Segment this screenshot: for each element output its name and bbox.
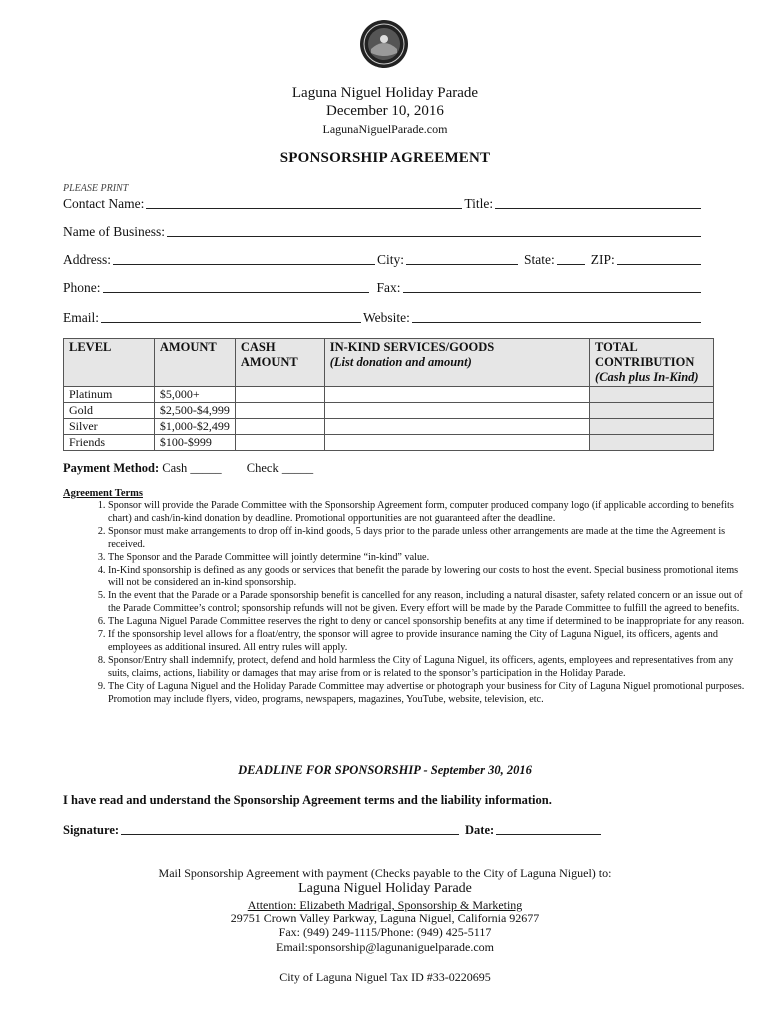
mail-email: Email:sponsorship@lagunaniguelparade.com bbox=[276, 940, 494, 954]
agreement-terms-list bbox=[63, 500, 753, 707]
cash-amount-input[interactable] bbox=[235, 435, 324, 451]
payment-method bbox=[63, 461, 313, 476]
state-field[interactable] bbox=[557, 252, 585, 265]
address-field[interactable] bbox=[113, 252, 375, 265]
list-item: 1. Sponsor will provide the Parade Committee with the Sponsorship Agreement form, computer produced company logo (if applicable according to benefits chart) and cash/in-kind donation by deadline. Promotional opportunities are not guaranteed after the deadline. bbox=[108, 500, 753, 526]
zip-field[interactable] bbox=[617, 252, 701, 265]
mail-address: 29751 Crown Valley Parkway, Laguna Niguel, California 92677 bbox=[230, 911, 540, 925]
business-field[interactable] bbox=[167, 224, 701, 237]
amount-cell: $5,000+ bbox=[154, 387, 235, 403]
col-amount: AMOUNT bbox=[154, 339, 235, 387]
address-label: Address: bbox=[63, 252, 111, 267]
col-total-title: TOTAL CONTRIBUTION bbox=[595, 340, 695, 369]
col-cash-amount: CASH AMOUNT bbox=[235, 339, 324, 387]
signature-field[interactable] bbox=[121, 822, 459, 835]
mail-organization: Laguna Niguel Holiday Parade bbox=[298, 881, 472, 896]
business-label: Name of Business: bbox=[63, 224, 165, 239]
total-input[interactable] bbox=[590, 435, 714, 451]
email-row bbox=[63, 308, 703, 326]
phone-field[interactable] bbox=[103, 280, 369, 293]
total-input[interactable] bbox=[590, 403, 714, 419]
contact-row bbox=[63, 194, 703, 212]
table-header-row bbox=[64, 339, 714, 387]
email-field[interactable] bbox=[101, 310, 361, 323]
level-cell: Gold bbox=[64, 403, 155, 419]
total-input[interactable] bbox=[590, 419, 714, 435]
acknowledgement-text: I have read and understand the Sponsorship Agreement terms and the liability information. bbox=[63, 793, 552, 807]
agreement-terms-heading: Agreement Terms bbox=[63, 488, 143, 499]
col-inkind-title: IN-KIND SERVICES/GOODS bbox=[329, 340, 495, 354]
contact-name-label: Contact Name: bbox=[63, 196, 145, 211]
list-item: 4. In-Kind sponsorship is defined as any goods or services that benefit the parade by lowering our costs to host the event. Special business promotional items will not be considered an in-kind sponsorship. bbox=[108, 565, 753, 591]
cash-amount-input[interactable] bbox=[235, 387, 324, 403]
list-item: 8. Sponsor/Entry shall indemnify, protect, defend and hold harmless the City of Laguna Niguel, its officers, agents, employees and representatives from any suits, claims, actions, liability or damages that may arise from or is related to the sponsor’s participation in the Holiday Parade. bbox=[108, 655, 753, 681]
website-field[interactable] bbox=[412, 310, 701, 323]
col-inkind-sub: (List donation and amount) bbox=[329, 355, 472, 369]
table-row bbox=[64, 387, 714, 403]
city-seal-logo bbox=[359, 19, 409, 69]
level-cell: Friends bbox=[64, 435, 155, 451]
contact-name-field[interactable] bbox=[146, 196, 462, 209]
inkind-input[interactable] bbox=[324, 387, 589, 403]
signature-row bbox=[63, 820, 603, 838]
list-item: 3. The Sponsor and the Parade Committee will jointly determine “in-kind” value. bbox=[108, 552, 753, 565]
mail-attention: Attention: Elizabeth Madrigal, Sponsorship & Marketing bbox=[247, 898, 523, 912]
event-title: Laguna Niguel Holiday Parade bbox=[291, 85, 479, 101]
event-website: LagunaNiguelParade.com bbox=[322, 122, 448, 136]
phone-row bbox=[63, 278, 703, 296]
fax-label: Fax: bbox=[376, 280, 401, 295]
zip-label: ZIP: bbox=[590, 252, 615, 267]
level-cell: Platinum bbox=[64, 387, 155, 403]
level-cell: Silver bbox=[64, 419, 155, 435]
amount-cell: $2,500-$4,999 bbox=[154, 403, 235, 419]
list-item: 5. In the event that the Parade or a Parade sponsorship benefit is cancelled for any reason, including a natural disaster, safety related concern or an issue out of the Parade Committee’s control; sponsorship refunds will not be given. Every effort will be made by the Parade Committee to fulfill the agreed to benefits. bbox=[108, 590, 753, 616]
amount-cell: $1,000-$2,499 bbox=[154, 419, 235, 435]
website-label: Website: bbox=[363, 310, 410, 325]
inkind-input[interactable] bbox=[324, 419, 589, 435]
cash-amount-input[interactable] bbox=[235, 419, 324, 435]
list-item: 9. The City of Laguna Niguel and the Holiday Parade Committee may advertise or photograph your business for City of Laguna Niguel promotional purposes. Promotion may include flyers, video, programs, newspapers, magazines, YouTube, website, television, etc. bbox=[108, 681, 753, 707]
cash-amount-input[interactable] bbox=[235, 403, 324, 419]
title-field[interactable] bbox=[495, 196, 701, 209]
amount-cell: $100-$999 bbox=[154, 435, 235, 451]
table-row bbox=[64, 419, 714, 435]
title-label: Title: bbox=[464, 196, 494, 211]
signature-label: Signature: bbox=[63, 823, 120, 837]
payment-check-option[interactable]: Check _____ bbox=[246, 461, 314, 475]
date-label: Date: bbox=[465, 823, 495, 837]
col-total bbox=[590, 339, 714, 387]
city-label: City: bbox=[377, 252, 405, 267]
payment-method-label: Payment Method: bbox=[63, 461, 160, 475]
list-item: 2. Sponsor must make arrangements to drop off in-kind goods, 5 days prior to the parade unless other arrangements are made at the time the Agreement is received. bbox=[108, 526, 753, 552]
list-item: 6. The Laguna Niguel Parade Committee reserves the right to deny or cancel sponsorship benefits at any time if determined to be inappropriate for any reason. bbox=[108, 616, 753, 629]
payment-cash-option[interactable]: Cash _____ bbox=[162, 461, 222, 475]
table-row bbox=[64, 403, 714, 419]
fax-field[interactable] bbox=[403, 280, 701, 293]
col-inkind bbox=[324, 339, 589, 387]
col-total-sub: (Cash plus In-Kind) bbox=[595, 370, 699, 384]
sponsorship-levels-table bbox=[63, 338, 714, 451]
phone-label: Phone: bbox=[63, 280, 101, 295]
state-label: State: bbox=[524, 252, 555, 267]
deadline-notice: DEADLINE FOR SPONSORSHIP - September 30, 2016 bbox=[238, 763, 532, 777]
mail-phone: Fax: (949) 249-1115/Phone: (949) 425-5117 bbox=[278, 925, 492, 939]
col-level: LEVEL bbox=[64, 339, 155, 387]
inkind-input[interactable] bbox=[324, 403, 589, 419]
date-field[interactable] bbox=[496, 822, 601, 835]
list-item: 7. If the sponsorship level allows for a float/entry, the sponsor will agree to provide insurance naming the City of Laguna Niguel, its officers, agents and employees as additional insured. All entry rules will apply. bbox=[108, 629, 753, 655]
page-title: SPONSORSHIP AGREEMENT bbox=[279, 150, 491, 166]
address-row bbox=[63, 250, 703, 268]
table-row bbox=[64, 435, 714, 451]
email-label: Email: bbox=[63, 310, 99, 325]
tax-id: City of Laguna Niguel Tax ID #33-0220695 bbox=[279, 970, 491, 984]
business-row bbox=[63, 222, 703, 240]
total-input[interactable] bbox=[590, 387, 714, 403]
city-field[interactable] bbox=[406, 252, 518, 265]
inkind-input[interactable] bbox=[324, 435, 589, 451]
mail-instructions: Mail Sponsorship Agreement with payment (Checks payable to the City of Laguna Niguel) to: bbox=[158, 866, 612, 880]
print-instruction: PLEASE PRINT bbox=[63, 183, 129, 194]
event-date: December 10, 2016 bbox=[326, 103, 444, 119]
